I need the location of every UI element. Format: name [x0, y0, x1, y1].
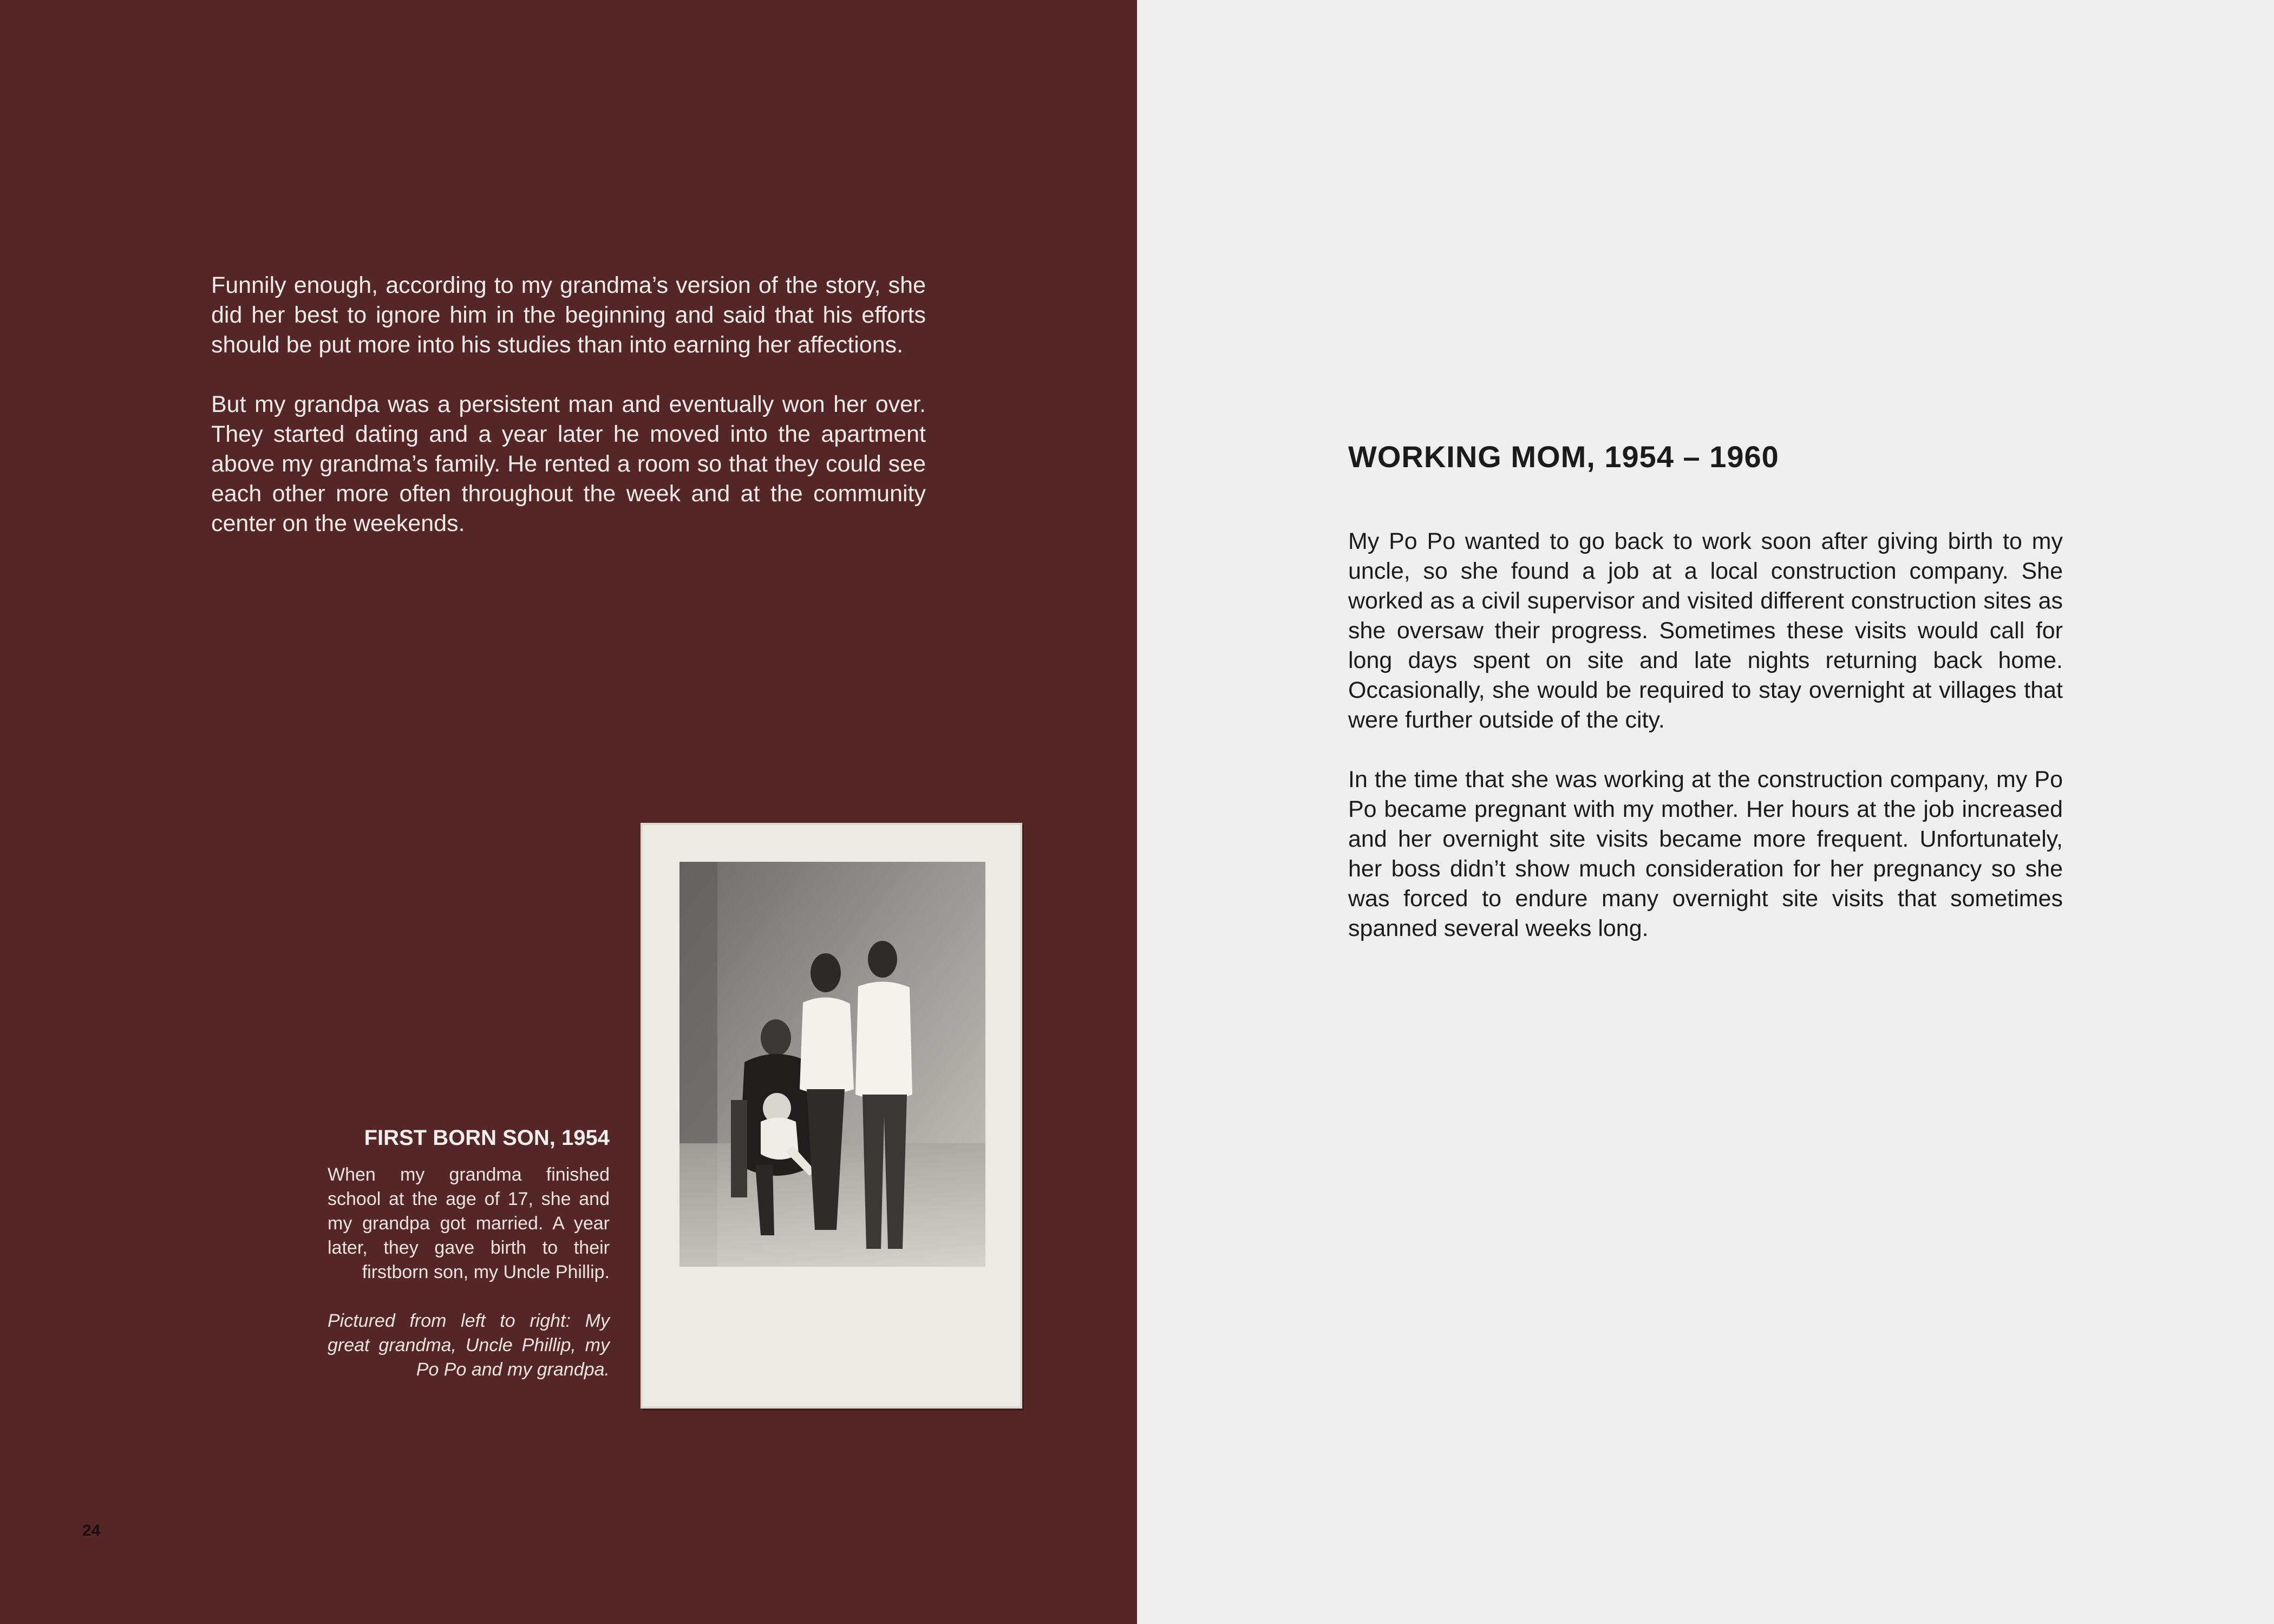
caption-body: When my grandma finished school at the age of 17, she and my grandpa got married. A year later, they gave birth to their firstborn son, my Uncle Phillip. — [328, 1164, 610, 1282]
family-photo — [641, 823, 1022, 1409]
page-number-left: 24 — [82, 1522, 101, 1540]
left-body-text — [211, 271, 926, 568]
right-page — [1137, 0, 2274, 1624]
section-heading: WORKING MOM, 1954 – 1960 — [1348, 440, 1779, 474]
family-photo-image — [679, 862, 985, 1267]
right-paragraph-2: In the time that she was working at the construction company, my Po Po became pregnant with my mother. Her hours at the job increased and her overnight site visits became more frequent. Unfortunately, her boss didn’t show much consideration for her pregnancy so she was forced to endure many overnight site visits that sometimes spanned several weeks long. — [1348, 767, 2063, 941]
right-paragraph-1: My Po Po wanted to go back to work soon after giving birth to my uncle, so she found a job at a local construction company. She worked as a civil supervisor and visited different construction sites as she oversaw their progress. Sometimes these visits would call for long days spent on site and late nights returning back home. Occasionally, she would be required to stay overnight at villages that were further outside of the city. — [1348, 528, 2063, 733]
family-photo-illustration — [679, 862, 985, 1267]
caption-credit: Pictured from left to right: My great grandma, Uncle Phillip, my Po Po and my grandpa. — [328, 1311, 610, 1380]
photo-caption — [328, 1119, 610, 1406]
caption-title: FIRST BORN SON, 1954 — [364, 1126, 610, 1150]
right-body-text — [1348, 527, 2063, 973]
left-paragraph-2: But my grandpa was a persistent man and eventually won her over. They started dating and a year later he moved into the apartment above my grandma’s family. He rented a room so that they could see each other more often throughout the week and at the community center on the weekends. — [211, 391, 926, 536]
left-paragraph-1: Funnily enough, according to my grandma’s version of the story, she did her best to ignore him in the beginning and said that his efforts should be put more into his studies than into earning her affections. — [211, 272, 926, 358]
